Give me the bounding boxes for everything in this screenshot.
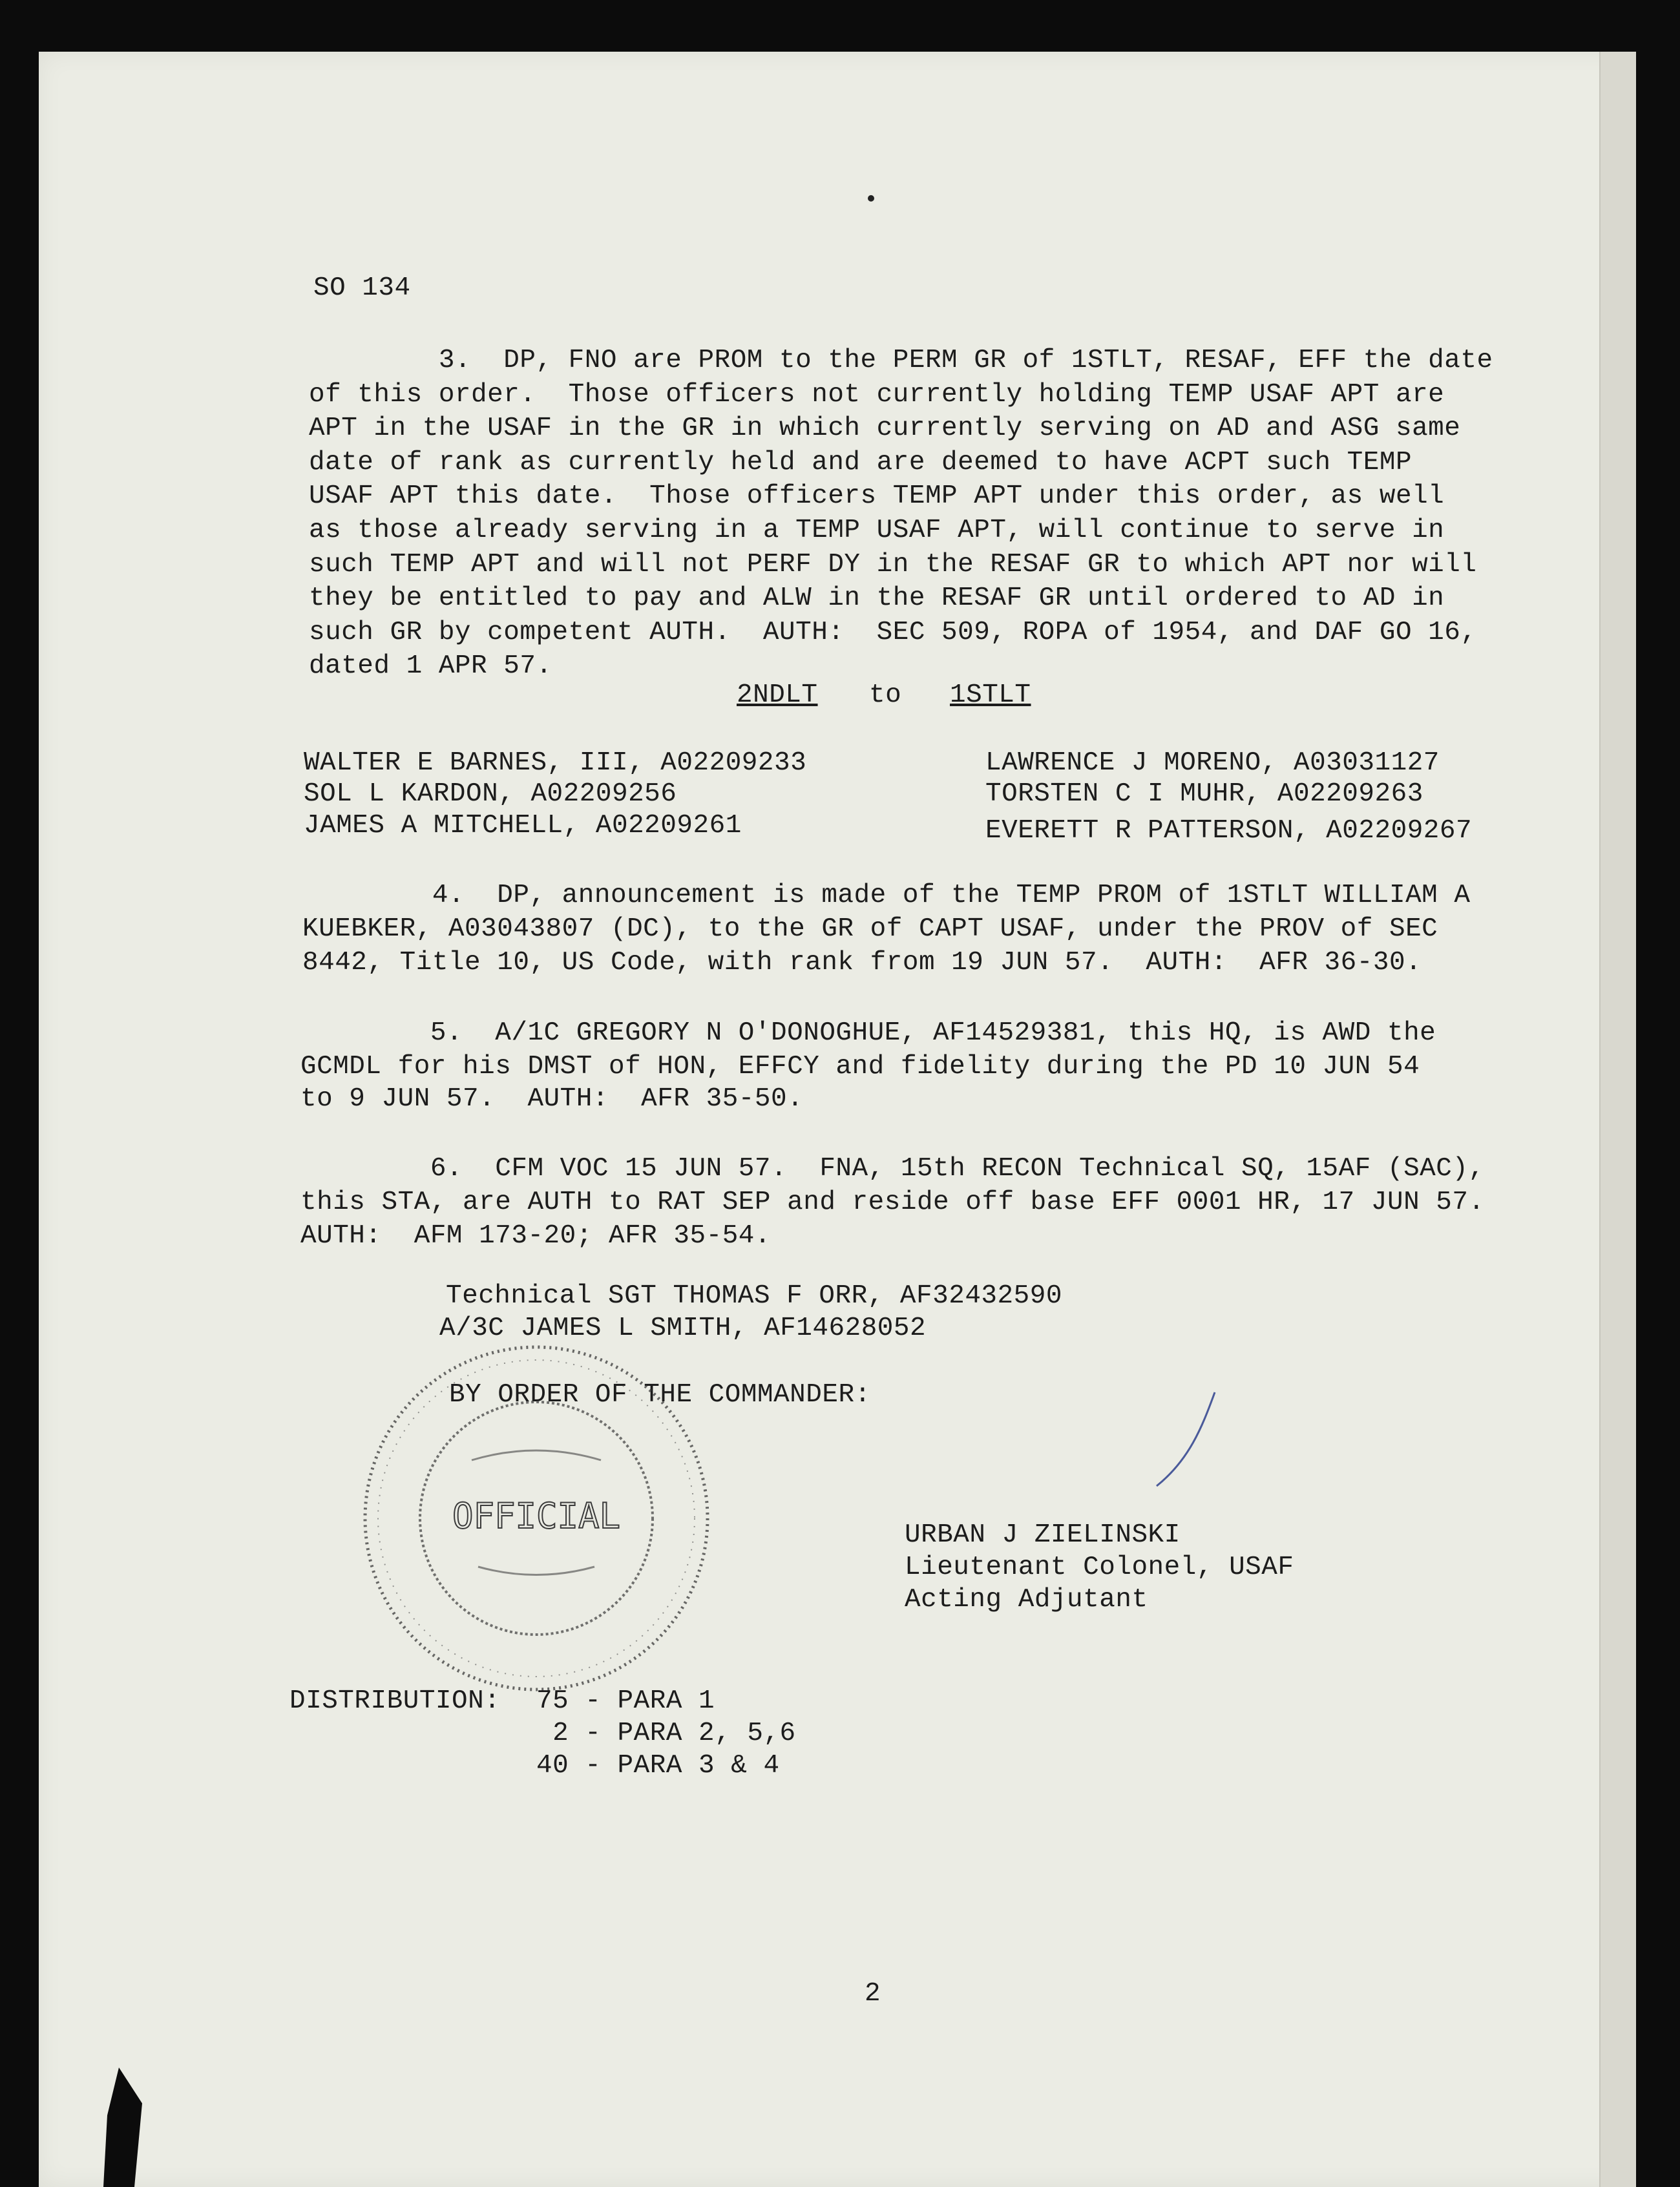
para3-line: of this order. Those officers not currently holding TEMP USAF APT are bbox=[309, 380, 1445, 410]
airman-entry: Technical SGT THOMAS F ORR, AF32432590 bbox=[446, 1281, 1062, 1311]
para4-line: KUEBKER, A03043807 (DC), to the GR of CAPT USAF, under the PROV of SEC bbox=[302, 914, 1438, 944]
para3-line: as those already serving in a TEMP USAF APT, will continue to serve in bbox=[309, 516, 1445, 545]
officer-entry: EVERETT R PATTERSON, A02209267 bbox=[985, 816, 1473, 846]
grade-to: 1STLT bbox=[950, 680, 1031, 710]
officer-entry: TORSTEN C I MUHR, A02209263 bbox=[985, 779, 1423, 809]
para5-line: GCMDL for his DMST of HON, EFFCY and fidelity during the PD 10 JUN 54 bbox=[300, 1052, 1420, 1082]
para3-line: APT in the USAF in the GR in which currently serving on AD and ASG same bbox=[309, 413, 1461, 443]
distribution-line: 75 - PARA 1 bbox=[536, 1686, 715, 1716]
para6-line: 6. CFM VOC 15 JUN 57. FNA, 15th RECON Technical SQ, 15AF (SAC), bbox=[300, 1154, 1485, 1184]
signature-mark bbox=[1150, 1389, 1241, 1492]
grade-from: 2NDLT bbox=[737, 680, 818, 710]
officer-entry: JAMES A MITCHELL, A02209261 bbox=[304, 811, 742, 841]
para5-line: to 9 JUN 57. AUTH: AFR 35-50. bbox=[300, 1084, 804, 1114]
para3-line: such GR by competent AUTH. AUTH: SEC 509, ROPA of 1954, and DAF GO 16, bbox=[309, 618, 1477, 647]
distribution-line: 40 - PARA 3 & 4 bbox=[536, 1751, 780, 1781]
airman-entry: A/3C JAMES L SMITH, AF14628052 bbox=[439, 1313, 927, 1343]
distribution-line: 2 - PARA 2, 5,6 bbox=[536, 1719, 796, 1748]
official-seal-stamp bbox=[349, 1331, 737, 1693]
para5-line: 5. A/1C GREGORY N O'DONOGHUE, AF14529381, this HQ, is AWD the bbox=[300, 1018, 1436, 1048]
distribution-label: DISTRIBUTION: bbox=[289, 1686, 501, 1716]
order-number: SO 134 bbox=[313, 273, 411, 303]
para3-line: they be entitled to pay and ALW in the RESAF GR until ordered to AD in bbox=[309, 583, 1445, 613]
para4-line: 4. DP, announcement is made of the TEMP PROM of 1STLT WILLIAM A bbox=[302, 881, 1471, 910]
officer-entry: LAWRENCE J MORENO, A03031127 bbox=[985, 748, 1440, 778]
page-edge bbox=[1599, 52, 1636, 2187]
para6-line: AUTH: AFM 173-20; AFR 35-54. bbox=[300, 1221, 772, 1251]
signatory-title: Acting Adjutant bbox=[905, 1585, 1148, 1615]
punch-dot bbox=[868, 195, 874, 202]
officer-entry: WALTER E BARNES, III, A02209233 bbox=[304, 748, 807, 778]
signatory-rank: Lieutenant Colonel, USAF bbox=[905, 1553, 1294, 1582]
para3-line: 3. DP, FNO are PROM to the PERM GR of 1STLT, RESAF, EFF the date bbox=[309, 346, 1493, 375]
para6-line: this STA, are AUTH to RAT SEP and reside off base EFF 0001 HR, 17 JUN 57. bbox=[300, 1188, 1485, 1217]
para3-line: such TEMP APT and will not PERF DY in the RESAF GR to which APT nor will bbox=[309, 550, 1477, 580]
para3-line: dated 1 APR 57. bbox=[309, 651, 552, 681]
para4-line: 8442, Title 10, US Code, with rank from 19 JUN 57. AUTH: AFR 36-30. bbox=[302, 948, 1422, 978]
by-order-line: BY ORDER OF THE COMMANDER: bbox=[449, 1380, 871, 1410]
page-number: 2 bbox=[865, 1979, 881, 2009]
grade-to-word: to bbox=[869, 680, 902, 710]
signatory-name: URBAN J ZIELINSKI bbox=[905, 1520, 1181, 1550]
para3-line: date of rank as currently held and are deemed to have ACPT such TEMP bbox=[309, 448, 1412, 477]
para3-line: USAF APT this date. Those officers TEMP APT under this order, as well bbox=[309, 481, 1445, 511]
seal-label: OFFICIAL bbox=[452, 1496, 621, 1536]
officer-entry: SOL L KARDON, A02209256 bbox=[304, 779, 677, 809]
